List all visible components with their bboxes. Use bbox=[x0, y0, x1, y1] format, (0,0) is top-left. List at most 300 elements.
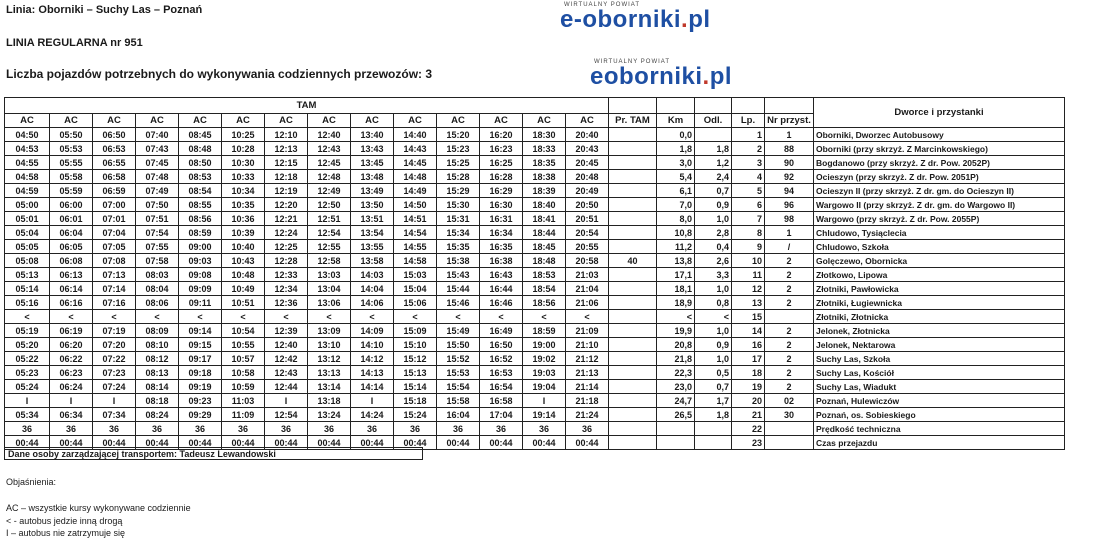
pr-tam-cell bbox=[609, 128, 657, 142]
stop-name-cell: Jelonek, Złotnicka bbox=[814, 324, 1065, 338]
lp-cell: 17 bbox=[732, 352, 765, 366]
column-header: Km bbox=[657, 114, 695, 128]
empty-header bbox=[657, 98, 695, 114]
stop-name-cell: Oborniki, Dworzec Autobusowy bbox=[814, 128, 1065, 142]
stop-name-cell: Złotniki, Złotnicka bbox=[814, 310, 1065, 324]
departure-time: 12:43 bbox=[308, 142, 351, 156]
departure-time: 21:10 bbox=[566, 338, 609, 352]
departure-time: 00:44 bbox=[480, 436, 523, 450]
lp-cell: 20 bbox=[732, 394, 765, 408]
departure-time: 12:42 bbox=[265, 352, 308, 366]
km-cell: 20,8 bbox=[657, 338, 695, 352]
column-header: AC bbox=[351, 114, 394, 128]
departure-time: 15:52 bbox=[437, 352, 480, 366]
departure-time: 05:22 bbox=[5, 352, 50, 366]
departure-time: 36 bbox=[480, 422, 523, 436]
departure-time: 08:09 bbox=[136, 324, 179, 338]
departure-time: 12:40 bbox=[308, 128, 351, 142]
stop-number-cell: 88 bbox=[765, 142, 814, 156]
departure-time: 05:50 bbox=[50, 128, 93, 142]
departure-time: 07:49 bbox=[136, 184, 179, 198]
departure-time: 15:13 bbox=[394, 366, 437, 380]
departure-time: 13:14 bbox=[308, 380, 351, 394]
departure-time: 13:48 bbox=[351, 170, 394, 184]
departure-time: 07:13 bbox=[93, 268, 136, 282]
departure-time: 07:50 bbox=[136, 198, 179, 212]
distance-cell: 0,7 bbox=[695, 184, 732, 198]
departure-time: 19:02 bbox=[523, 352, 566, 366]
departure-time: 18:35 bbox=[523, 156, 566, 170]
table-row bbox=[5, 198, 1065, 212]
departure-time: 09:00 bbox=[179, 240, 222, 254]
pr-tam-cell bbox=[609, 422, 657, 436]
departure-time: 13:06 bbox=[308, 296, 351, 310]
table-row bbox=[5, 324, 1065, 338]
departure-time: < bbox=[222, 310, 265, 324]
departure-time: 13:24 bbox=[308, 408, 351, 422]
departure-time: 16:20 bbox=[480, 128, 523, 142]
km-cell: 17,1 bbox=[657, 268, 695, 282]
departure-time: 07:19 bbox=[93, 324, 136, 338]
departure-time: 08:03 bbox=[136, 268, 179, 282]
departure-time: 12:28 bbox=[265, 254, 308, 268]
column-header: AC bbox=[222, 114, 265, 128]
departure-time: 12:51 bbox=[308, 212, 351, 226]
departure-time: 00:44 bbox=[5, 436, 50, 450]
departure-time: 16:58 bbox=[480, 394, 523, 408]
departure-time: 20:43 bbox=[566, 142, 609, 156]
table-row bbox=[5, 128, 1065, 142]
departure-time: 06:50 bbox=[93, 128, 136, 142]
departure-time: 12:43 bbox=[265, 366, 308, 380]
pr-tam-cell: 40 bbox=[609, 254, 657, 268]
pr-tam-cell bbox=[609, 310, 657, 324]
departure-time: 15:53 bbox=[437, 366, 480, 380]
departure-time: 20:45 bbox=[566, 156, 609, 170]
departure-time: 06:20 bbox=[50, 338, 93, 352]
column-header: AC bbox=[5, 114, 50, 128]
departure-time: 18:41 bbox=[523, 212, 566, 226]
column-header: AC bbox=[437, 114, 480, 128]
departure-time: 10:54 bbox=[222, 324, 265, 338]
departure-time: 07:58 bbox=[136, 254, 179, 268]
departure-time: 14:10 bbox=[351, 338, 394, 352]
table-row bbox=[5, 282, 1065, 296]
pr-tam-cell bbox=[609, 142, 657, 156]
departure-time: 08:50 bbox=[179, 156, 222, 170]
lp-cell: 4 bbox=[732, 170, 765, 184]
distance-cell: 0,4 bbox=[695, 240, 732, 254]
logo-text bbox=[560, 6, 711, 34]
departure-time: 00:44 bbox=[136, 436, 179, 450]
departure-time: 06:55 bbox=[93, 156, 136, 170]
departure-time: 15:29 bbox=[437, 184, 480, 198]
departure-time: 12:13 bbox=[265, 142, 308, 156]
lp-cell: 23 bbox=[732, 436, 765, 450]
line-label: Linia: Oborniki – Suchy Las – Poznań bbox=[6, 4, 203, 16]
logo-eoborniki bbox=[590, 59, 732, 91]
vehicles-count: Liczba pojazdów potrzebnych do wykonywania codziennych przewozów: 3 bbox=[6, 67, 433, 81]
km-cell: 24,7 bbox=[657, 394, 695, 408]
distance-cell: 1,2 bbox=[695, 156, 732, 170]
km-cell: 1,8 bbox=[657, 142, 695, 156]
table-row bbox=[5, 240, 1065, 254]
departure-time: 08:55 bbox=[179, 198, 222, 212]
departure-time: 36 bbox=[437, 422, 480, 436]
departure-time: 09:17 bbox=[179, 352, 222, 366]
departure-time: 19:00 bbox=[523, 338, 566, 352]
departure-time: I bbox=[351, 394, 394, 408]
lp-cell: 12 bbox=[732, 282, 765, 296]
departure-time: 09:19 bbox=[179, 380, 222, 394]
departure-time: 15:24 bbox=[394, 408, 437, 422]
departure-time: 05:01 bbox=[5, 212, 50, 226]
empty-header bbox=[765, 98, 814, 114]
departure-time: 14:50 bbox=[394, 198, 437, 212]
stop-number-cell bbox=[765, 422, 814, 436]
departure-time: 13:45 bbox=[351, 156, 394, 170]
departure-time: 18:48 bbox=[523, 254, 566, 268]
stop-number-cell: 2 bbox=[765, 254, 814, 268]
departure-time: 18:54 bbox=[523, 282, 566, 296]
km-cell: 13,8 bbox=[657, 254, 695, 268]
departure-time: 13:50 bbox=[351, 198, 394, 212]
stop-name-cell: Poznań, os. Sobieskiego bbox=[814, 408, 1065, 422]
departure-time: 21:13 bbox=[566, 366, 609, 380]
departure-time: 09:23 bbox=[179, 394, 222, 408]
lp-cell: 18 bbox=[732, 366, 765, 380]
stop-number-cell: 2 bbox=[765, 268, 814, 282]
departure-time: 10:43 bbox=[222, 254, 265, 268]
departure-time: 06:19 bbox=[50, 324, 93, 338]
departure-time: 20:55 bbox=[566, 240, 609, 254]
departure-time: 15:46 bbox=[437, 296, 480, 310]
km-cell: 23,0 bbox=[657, 380, 695, 394]
logo-part-c: pl bbox=[709, 63, 733, 90]
departure-time: 19:03 bbox=[523, 366, 566, 380]
departure-time: 09:03 bbox=[179, 254, 222, 268]
departure-time: 06:53 bbox=[93, 142, 136, 156]
departure-time: 10:49 bbox=[222, 282, 265, 296]
departure-time: 06:04 bbox=[50, 226, 93, 240]
column-header: AC bbox=[179, 114, 222, 128]
departure-time: 14:03 bbox=[351, 268, 394, 282]
departure-time: 20:50 bbox=[566, 198, 609, 212]
departure-time: 12:39 bbox=[265, 324, 308, 338]
departure-time: 12:20 bbox=[265, 198, 308, 212]
departure-time: < bbox=[136, 310, 179, 324]
km-cell: < bbox=[657, 310, 695, 324]
empty-header bbox=[609, 98, 657, 114]
lp-cell: 16 bbox=[732, 338, 765, 352]
stop-name-cell: Golęczewo, Obornicka bbox=[814, 254, 1065, 268]
distance-cell: 2,8 bbox=[695, 226, 732, 240]
departure-time: 05:19 bbox=[5, 324, 50, 338]
timetable bbox=[4, 97, 1065, 450]
departure-time: 08:59 bbox=[179, 226, 222, 240]
departure-time: 00:44 bbox=[308, 436, 351, 450]
table-row bbox=[5, 408, 1065, 422]
departure-time: 16:29 bbox=[480, 184, 523, 198]
departure-time: 05:59 bbox=[50, 184, 93, 198]
departure-time: 16:44 bbox=[480, 282, 523, 296]
departure-time: 21:09 bbox=[566, 324, 609, 338]
departure-time: 10:57 bbox=[222, 352, 265, 366]
departure-time: 07:22 bbox=[93, 352, 136, 366]
departure-time: 16:35 bbox=[480, 240, 523, 254]
legend-item: AC – wszystkie kursy wykonywane codziennie bbox=[6, 503, 191, 513]
distance-cell: 1,0 bbox=[695, 352, 732, 366]
departure-time: 07:24 bbox=[93, 380, 136, 394]
departure-time: 10:58 bbox=[222, 366, 265, 380]
departure-time: 15:04 bbox=[394, 282, 437, 296]
departure-time: 18:30 bbox=[523, 128, 566, 142]
table-row bbox=[5, 352, 1065, 366]
departure-time: 09:18 bbox=[179, 366, 222, 380]
table-row bbox=[5, 268, 1065, 282]
departure-time: 07:55 bbox=[136, 240, 179, 254]
departure-time: 21:14 bbox=[566, 380, 609, 394]
stop-number-cell bbox=[765, 436, 814, 450]
empty-header bbox=[732, 98, 765, 114]
table-row bbox=[5, 156, 1065, 170]
departure-time: 14:24 bbox=[351, 408, 394, 422]
departure-time: 14:40 bbox=[394, 128, 437, 142]
departure-time: 36 bbox=[308, 422, 351, 436]
stop-name-cell: Złotniki, Pawłowicka bbox=[814, 282, 1065, 296]
table-row bbox=[5, 380, 1065, 394]
departure-time: 08:04 bbox=[136, 282, 179, 296]
departure-time: I bbox=[5, 394, 50, 408]
distance-cell: 0,9 bbox=[695, 338, 732, 352]
departure-time: 12:50 bbox=[308, 198, 351, 212]
departure-time: 20:48 bbox=[566, 170, 609, 184]
stop-name-cell: Bogdanowo (przy skrzyż. Z dr. Pow. 2052P) bbox=[814, 156, 1065, 170]
departure-time: 14:54 bbox=[394, 226, 437, 240]
departure-time: < bbox=[480, 310, 523, 324]
stop-name-cell: Wargowo (przy skrzyż. Z dr. Pow. 2055P) bbox=[814, 212, 1065, 226]
table-row bbox=[5, 170, 1065, 184]
departure-time: 05:05 bbox=[5, 240, 50, 254]
departure-time: 36 bbox=[50, 422, 93, 436]
table-row bbox=[5, 296, 1065, 310]
departure-time: 08:53 bbox=[179, 170, 222, 184]
departure-time: 06:22 bbox=[50, 352, 93, 366]
departure-time: 08:14 bbox=[136, 380, 179, 394]
departure-time: 05:34 bbox=[5, 408, 50, 422]
departure-time: 36 bbox=[179, 422, 222, 436]
pr-tam-cell bbox=[609, 226, 657, 240]
departure-time: 07:04 bbox=[93, 226, 136, 240]
departure-time: 12:36 bbox=[265, 296, 308, 310]
departure-time: 11:09 bbox=[222, 408, 265, 422]
departure-time: 18:39 bbox=[523, 184, 566, 198]
departure-time: 13:03 bbox=[308, 268, 351, 282]
departure-time: < bbox=[308, 310, 351, 324]
departure-time: 16:52 bbox=[480, 352, 523, 366]
column-header: Odl. bbox=[695, 114, 732, 128]
stop-number-cell: 1 bbox=[765, 226, 814, 240]
departure-time: 00:44 bbox=[351, 436, 394, 450]
departure-time: 21:12 bbox=[566, 352, 609, 366]
departure-time: 16:31 bbox=[480, 212, 523, 226]
departure-time: 14:04 bbox=[351, 282, 394, 296]
departure-time: 05:16 bbox=[5, 296, 50, 310]
km-cell: 0,0 bbox=[657, 128, 695, 142]
departure-time: 15:06 bbox=[394, 296, 437, 310]
departure-time: 12:15 bbox=[265, 156, 308, 170]
stop-name-cell: Suchy Las, Kościół bbox=[814, 366, 1065, 380]
departure-time: 16:54 bbox=[480, 380, 523, 394]
departure-time: 18:45 bbox=[523, 240, 566, 254]
pr-tam-cell bbox=[609, 156, 657, 170]
line-number: LINIA REGULARNA nr 951 bbox=[6, 37, 143, 49]
departure-time: 13:09 bbox=[308, 324, 351, 338]
departure-time: 15:31 bbox=[437, 212, 480, 226]
departure-time: 15:14 bbox=[394, 380, 437, 394]
km-cell: 6,1 bbox=[657, 184, 695, 198]
stop-name-cell: Oborniki (przy skrzyż. Z Marcinkowskiego) bbox=[814, 142, 1065, 156]
logo-subtitle: WIRTUALNY POWIAT bbox=[564, 2, 641, 8]
table-row bbox=[5, 422, 1065, 436]
departure-time: < bbox=[394, 310, 437, 324]
table-row bbox=[5, 254, 1065, 268]
departure-time: 14:09 bbox=[351, 324, 394, 338]
departure-time: 07:14 bbox=[93, 282, 136, 296]
lp-cell: 7 bbox=[732, 212, 765, 226]
stop-number-cell: 2 bbox=[765, 282, 814, 296]
departure-time: 16:25 bbox=[480, 156, 523, 170]
departure-time: 14:58 bbox=[394, 254, 437, 268]
stop-number-cell: 30 bbox=[765, 408, 814, 422]
departure-time: 04:50 bbox=[5, 128, 50, 142]
km-cell: 3,0 bbox=[657, 156, 695, 170]
departure-time: 12:25 bbox=[265, 240, 308, 254]
column-header: Nr przyst. bbox=[765, 114, 814, 128]
departure-time: 07:20 bbox=[93, 338, 136, 352]
departure-time: 06:59 bbox=[93, 184, 136, 198]
departure-time: 10:59 bbox=[222, 380, 265, 394]
departure-time: 10:25 bbox=[222, 128, 265, 142]
departure-time: 12:55 bbox=[308, 240, 351, 254]
column-header: AC bbox=[566, 114, 609, 128]
departure-time: I bbox=[523, 394, 566, 408]
departure-time: < bbox=[179, 310, 222, 324]
departure-time: 13:13 bbox=[308, 366, 351, 380]
logo-part-a: e bbox=[560, 6, 574, 33]
column-header: AC bbox=[50, 114, 93, 128]
departure-time: 04:53 bbox=[5, 142, 50, 156]
departure-time: 13:58 bbox=[351, 254, 394, 268]
distance-cell bbox=[695, 128, 732, 142]
pr-tam-cell bbox=[609, 240, 657, 254]
departure-time: 05:20 bbox=[5, 338, 50, 352]
logo-part-dot: . bbox=[702, 63, 710, 90]
lp-cell: 2 bbox=[732, 142, 765, 156]
km-cell: 18,9 bbox=[657, 296, 695, 310]
departure-time: 36 bbox=[222, 422, 265, 436]
column-header: AC bbox=[93, 114, 136, 128]
departure-time: 11:03 bbox=[222, 394, 265, 408]
stop-name-cell: Złotniki, Ługiewnicka bbox=[814, 296, 1065, 310]
departure-time: 15:50 bbox=[437, 338, 480, 352]
stop-number-cell: 2 bbox=[765, 338, 814, 352]
distance-cell: 1,8 bbox=[695, 142, 732, 156]
departure-time: 12:33 bbox=[265, 268, 308, 282]
departure-time: 10:36 bbox=[222, 212, 265, 226]
departure-time: 09:15 bbox=[179, 338, 222, 352]
departure-time: 00:44 bbox=[50, 436, 93, 450]
departure-time: 13:54 bbox=[351, 226, 394, 240]
departure-time: 06:13 bbox=[50, 268, 93, 282]
departure-time: 36 bbox=[265, 422, 308, 436]
departure-time: 36 bbox=[566, 422, 609, 436]
departure-time: 06:05 bbox=[50, 240, 93, 254]
pr-tam-cell bbox=[609, 282, 657, 296]
departure-time: 12:45 bbox=[308, 156, 351, 170]
km-cell bbox=[657, 422, 695, 436]
pr-tam-cell bbox=[609, 170, 657, 184]
group-header: TAM bbox=[5, 98, 609, 114]
logo-text bbox=[590, 63, 732, 91]
departure-time: 08:54 bbox=[179, 184, 222, 198]
departure-time: I bbox=[265, 394, 308, 408]
distance-cell: 2,6 bbox=[695, 254, 732, 268]
departure-time: 13:10 bbox=[308, 338, 351, 352]
departure-time: 10:34 bbox=[222, 184, 265, 198]
column-header: Pr. TAM bbox=[609, 114, 657, 128]
departure-time: 15:12 bbox=[394, 352, 437, 366]
departure-time: 10:40 bbox=[222, 240, 265, 254]
departure-time: 10:51 bbox=[222, 296, 265, 310]
departure-time: 05:58 bbox=[50, 170, 93, 184]
logo-part-dot: . bbox=[681, 6, 689, 33]
km-cell: 18,1 bbox=[657, 282, 695, 296]
table-row bbox=[5, 226, 1065, 240]
stop-number-cell bbox=[765, 310, 814, 324]
departure-time: 18:53 bbox=[523, 268, 566, 282]
departure-time: 14:48 bbox=[394, 170, 437, 184]
departure-time: 06:08 bbox=[50, 254, 93, 268]
departure-time: 12:44 bbox=[265, 380, 308, 394]
departure-time: 04:59 bbox=[5, 184, 50, 198]
lp-cell: 22 bbox=[732, 422, 765, 436]
distance-cell bbox=[695, 422, 732, 436]
departure-time: 15:38 bbox=[437, 254, 480, 268]
departure-time: < bbox=[93, 310, 136, 324]
column-header: Lp. bbox=[732, 114, 765, 128]
departure-time: 14:12 bbox=[351, 352, 394, 366]
departure-time: 05:23 bbox=[5, 366, 50, 380]
departure-time: 16:28 bbox=[480, 170, 523, 184]
km-cell: 5,4 bbox=[657, 170, 695, 184]
km-cell: 8,0 bbox=[657, 212, 695, 226]
departure-time: 36 bbox=[523, 422, 566, 436]
departure-time: 13:51 bbox=[351, 212, 394, 226]
stop-number-cell: 2 bbox=[765, 352, 814, 366]
departure-time: 12:49 bbox=[308, 184, 351, 198]
column-header: AC bbox=[523, 114, 566, 128]
departure-time: 12:54 bbox=[308, 226, 351, 240]
departure-time: 05:04 bbox=[5, 226, 50, 240]
departure-time: 07:51 bbox=[136, 212, 179, 226]
departure-time: 05:53 bbox=[50, 142, 93, 156]
departure-time: 13:18 bbox=[308, 394, 351, 408]
departure-time: 20:49 bbox=[566, 184, 609, 198]
departure-time: 12:58 bbox=[308, 254, 351, 268]
km-cell: 19,9 bbox=[657, 324, 695, 338]
logo-subtitle: WIRTUALNY POWIAT bbox=[594, 59, 671, 65]
